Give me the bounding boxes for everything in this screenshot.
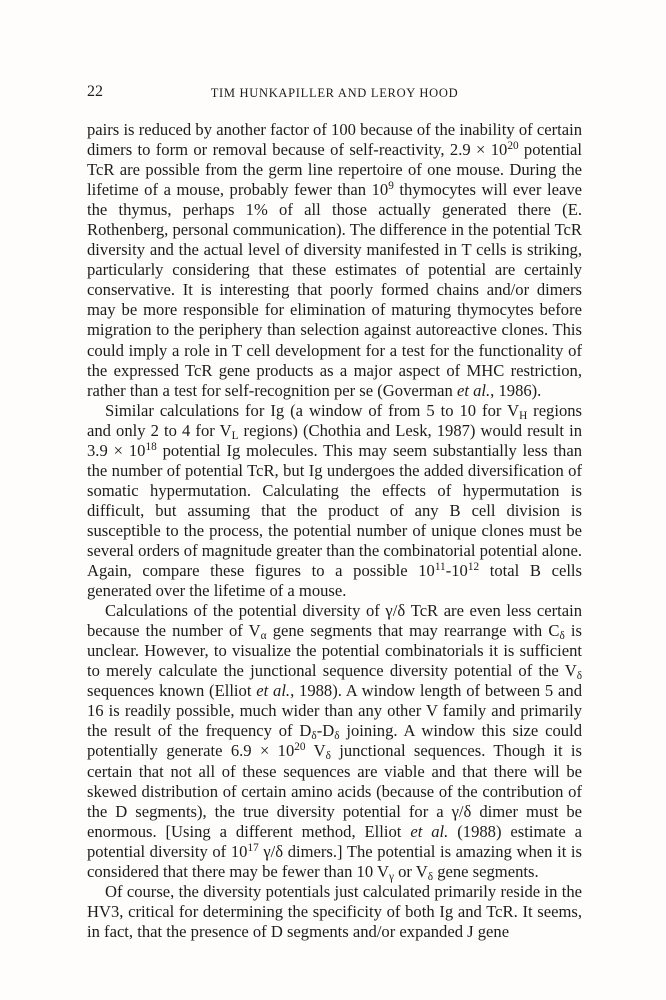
text-run: Of course, the diversity potentials just calculated primarily reside in the HV3, critical for determining the specificity of both Ig and TcR. It seems, in fact, that the presence of D segments and/or expanded J gene xyxy=(87,881,582,941)
superscript: 20 xyxy=(294,741,306,754)
paragraph xyxy=(87,401,582,601)
text-run: regions and only 2 to 4 for V xyxy=(87,400,583,440)
text-run: -D xyxy=(316,721,335,741)
text-run: junctional sequences. Though it is certain that not all of these sequences are viable and that there will be skewed distribution of certain amino acids (because of the contribution of the D segments), the true diversity potential for a γ/δ dimer must be enormous. [Using a different method, Elliot xyxy=(87,741,582,841)
subscript: δ xyxy=(325,750,331,763)
paragraph xyxy=(87,120,582,401)
page-header xyxy=(87,82,582,104)
subscript: δ xyxy=(559,630,565,643)
text-run: total B cells generated over the lifetime of a mouse. xyxy=(87,561,583,601)
subscript: α xyxy=(260,630,267,643)
italic-text: et al. xyxy=(456,380,491,400)
paragraph xyxy=(87,882,582,942)
text-run: V xyxy=(305,741,326,761)
text-run: , 1986). xyxy=(490,380,542,400)
subscript: γ xyxy=(388,870,394,883)
text-run: (1988) estimate a potential diversity of 10 xyxy=(87,821,583,861)
page-number: 22 xyxy=(87,83,103,100)
text-run: γ/δ dimers.] The potential is amazing when it is considered that there may be fewer than 10 V xyxy=(87,841,582,881)
subscript: δ xyxy=(334,730,340,743)
text-run: joining. A window this size could potentially generate 6.9 × 10 xyxy=(87,721,582,761)
text-run: -10 xyxy=(445,561,468,581)
superscript: 17 xyxy=(247,841,259,854)
running-head: TIM HUNKAPILLER AND LEROY HOOD xyxy=(210,86,459,100)
superscript: 20 xyxy=(507,139,519,152)
body-text xyxy=(87,120,582,942)
subscript: H xyxy=(519,409,528,422)
text-run: thymocytes will ever leave the thymus, perhaps 1% of all those actually generated there (E. Rothenberg, personal communication). The difference in the potential TcR diversity and the actual level of diversity manifested in T cells is striking, particularly considering that these estimates of potential are certainly conservative. It is interesting that poorly formed chains and/or dimers may be more responsible for elimination of maturing thymocytes before migration to the periphery than selection against autoreactive clones. This could imply a role in T cell development for a test for the functionality of the expressed TcR gene products as a major aspect of MHC restriction, rather than a test for self-recognition per se (Goverman xyxy=(87,180,583,400)
superscript: 11 xyxy=(434,560,446,573)
subscript: δ xyxy=(311,730,317,743)
text-run: sequences known (Elliot xyxy=(87,681,257,701)
subscript: δ xyxy=(427,870,434,883)
text-run: is unclear. However, to visualize the potential combinatorials it is sufficient to merely calculate the junctional sequence diversity potential of the V xyxy=(87,621,582,681)
text-run: potential TcR are possible from the germ line repertoire of one mouse. During the lifetime of a mouse, probably fewer than 10 xyxy=(87,140,582,200)
text-run: gene segments. xyxy=(433,861,539,881)
italic-text: et al. xyxy=(256,681,291,701)
text-run: gene segments that may rearrange with C xyxy=(266,621,560,641)
superscript: 9 xyxy=(388,179,394,192)
text-run: regions) (Chothia and Lesk, 1987) would result in 3.9 × 10 xyxy=(87,420,582,460)
text-run: or V xyxy=(393,861,428,881)
subscript: L xyxy=(231,429,239,442)
text-run: Calculations of the potential diversity of γ/δ TcR are even less certain because the number of V xyxy=(87,601,582,641)
text-run: pairs is reduced by another factor of 100 because of the inability of certain dimers to form or removal because of self-reactivity, 2.9 × 10 xyxy=(87,120,582,160)
text-run: potential Ig molecules. This may seem substantially less than the number of potential TcR, but Ig undergoes the added diversification of somatic hypermutation. Calculating the effects of hypermutation is difficult, but assuming that the product of any B cell division is susceptible to the process, the potential number of unique clones must be several orders of magnitude greater than the combinatorial potential alone. Again, compare these figures to a possible 10 xyxy=(87,440,582,581)
italic-text: et al. xyxy=(410,821,449,841)
subscript: δ xyxy=(576,670,582,683)
superscript: 12 xyxy=(467,560,480,573)
superscript: 18 xyxy=(145,440,157,453)
text-run: , 1988). A window length of between 5 and 16 is readily possible, much wider than any other V family and primarily the result of the frequency of D xyxy=(87,681,582,741)
paragraph xyxy=(87,601,582,882)
text-run: Similar calculations for Ig (a window of from 5 to 10 for V xyxy=(105,400,520,420)
